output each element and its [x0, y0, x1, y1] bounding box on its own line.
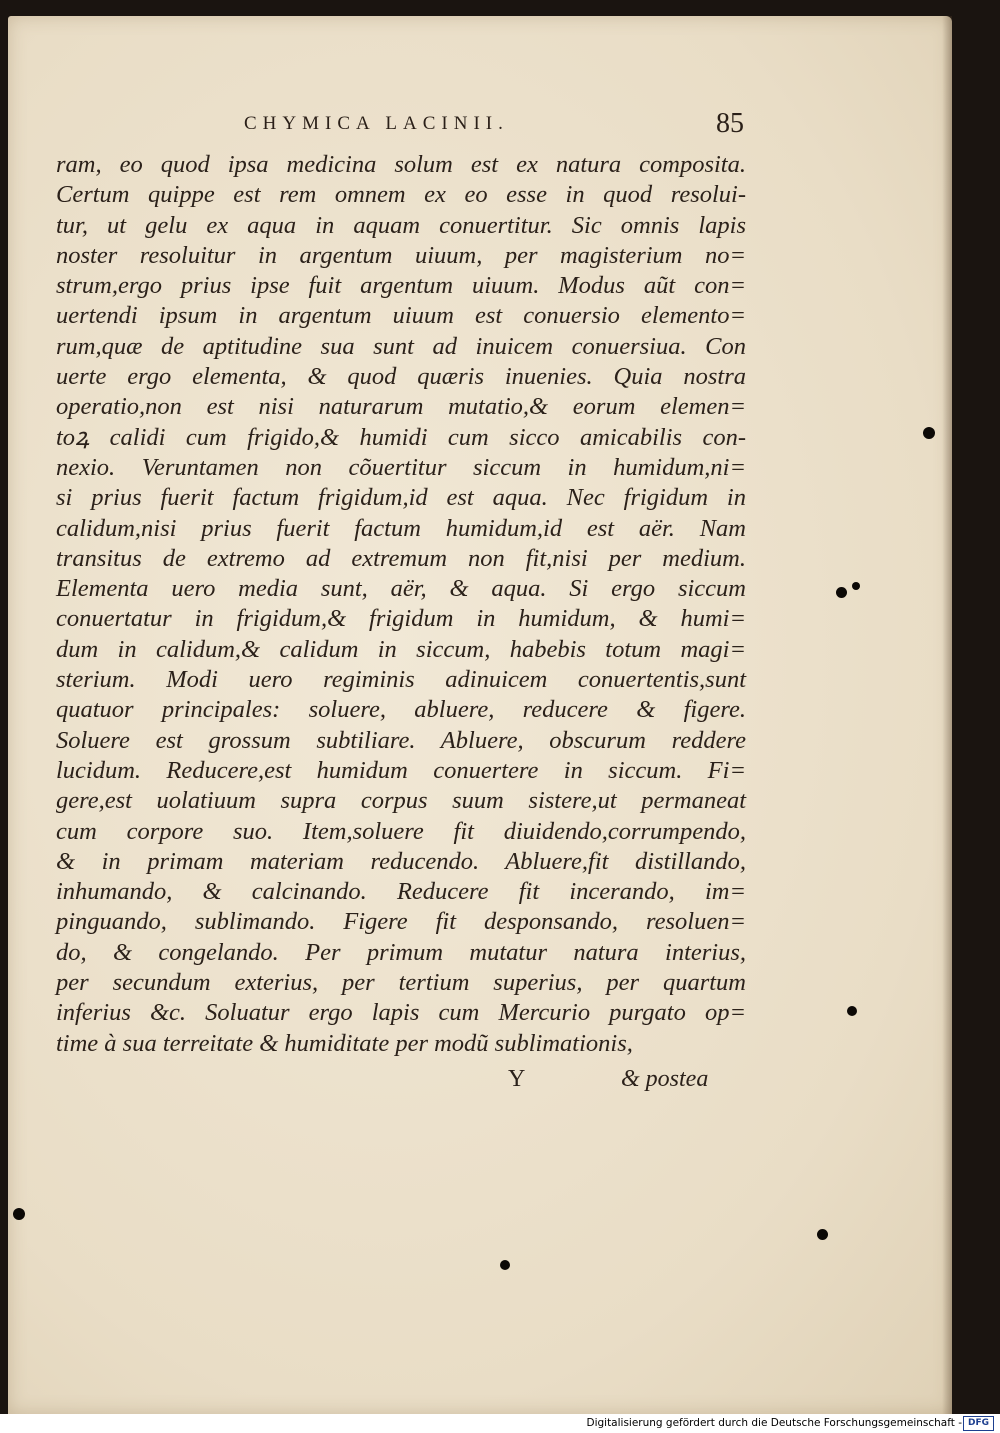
text-line: lucidum. Reducere,est humidum conuertere in siccum. Fi= [56, 756, 746, 784]
text-line: toꝝ calidi cum frigido,& humidi cum sicco amicabilis con- [56, 423, 746, 451]
text-line: inhumando, & calcinando. Reducere fit incerando, im= [56, 878, 746, 906]
dfg-logo: DFG [963, 1416, 994, 1431]
text-line: uerte ergo elementa, & quod quæris inuenies. Quia nostra [56, 363, 746, 391]
text-line: cum corpore suo. Item,soluere fit diuidendo,corrumpendo, [56, 817, 746, 845]
running-head: CHYMICA LACINII. [244, 113, 509, 134]
text-line: tur, ut gelu ex aqua in aquam conuertitur. Sic omnis lapis [56, 211, 746, 239]
ink-dot [923, 427, 935, 439]
ink-dot [847, 1006, 857, 1016]
ink-dot [500, 1260, 510, 1270]
text-line: noster resoluitur in argentum uiuum, per magisterium no= [56, 241, 746, 269]
text-line: pinguando, sublimando. Figere fit desponsando, resoluen= [56, 908, 746, 936]
text-line: quatuor principales: soluere, abluere, reducere & figere. [56, 696, 746, 724]
text-line: Soluere est grossum subtiliare. Abluere, obscurum reddere [56, 726, 746, 754]
text-line: gere,est uolatiuum supra corpus suum sistere,ut permaneat [56, 787, 746, 815]
text-line: dum in calidum,& calidum in siccum, habebis totum magi= [56, 635, 746, 663]
text-line: conuertatur in frigidum,& frigidum in humidum, & humi= [56, 605, 746, 633]
text-line: transitus de extremo ad extremum non fit,nisi per medium. [56, 544, 746, 572]
text-line: uertendi ipsum in argentum uiuum est conuersio elemento= [56, 302, 746, 330]
signature-mark: Y [508, 1066, 526, 1092]
text-line: nexio. Veruntamen non cõuertitur siccum in humidum,ni= [56, 453, 746, 481]
text-line: Certum quippe est rem omnem ex eo esse in quod resolui- [56, 181, 746, 209]
text-line: operatio,non est nisi naturarum mutatio,& eorum elemen= [56, 393, 746, 421]
catchword-row [56, 1066, 746, 1096]
page-number: 85 [716, 108, 744, 139]
text-line: time à sua terreitate & humiditate per modũ sublimationis, [56, 1029, 633, 1057]
ink-dot [817, 1229, 828, 1240]
text-line: si prius fuerit factum frigidum,id est aqua. Nec frigidum in [56, 484, 746, 512]
text-line: per secundum exterius, per tertium superius, per quartum [56, 969, 746, 997]
ink-dot [836, 587, 847, 598]
ink-dot [852, 582, 860, 590]
funding-credit: Digitalisierung gefördert durch die Deutsche Forschungsgemeinschaft - [586, 1417, 962, 1429]
page-edge-shadow [942, 16, 952, 1414]
text-line: rum,quæ de aptitudine sua sunt ad inuicem conuersiua. Con [56, 332, 746, 360]
text-line: sterium. Modi uero regiminis adinuicem conuertentis,sunt [56, 666, 746, 694]
text-line: do, & congelando. Per primum mutatur natura interius, [56, 938, 746, 966]
text-line: Elementa uero media sunt, aër, & aqua. Si ergo siccum [56, 575, 746, 603]
text-line: strum,ergo prius ipse fuit argentum uiuum. Modus aũt con= [56, 272, 746, 300]
ink-dot [13, 1208, 25, 1220]
catchword: & postea [621, 1066, 709, 1092]
text-line: & in primam materiam reducendo. Abluere,fit distillando, [56, 847, 746, 875]
text-line: inferius &c. Soluatur ergo lapis cum Mercurio purgato op= [56, 999, 746, 1027]
text-line: calidum,nisi prius fuerit factum humidum,id est aër. Nam [56, 514, 746, 542]
text-line: ram, eo quod ipsa medicina solum est ex natura composita. [56, 151, 746, 178]
body-text [56, 150, 746, 1059]
